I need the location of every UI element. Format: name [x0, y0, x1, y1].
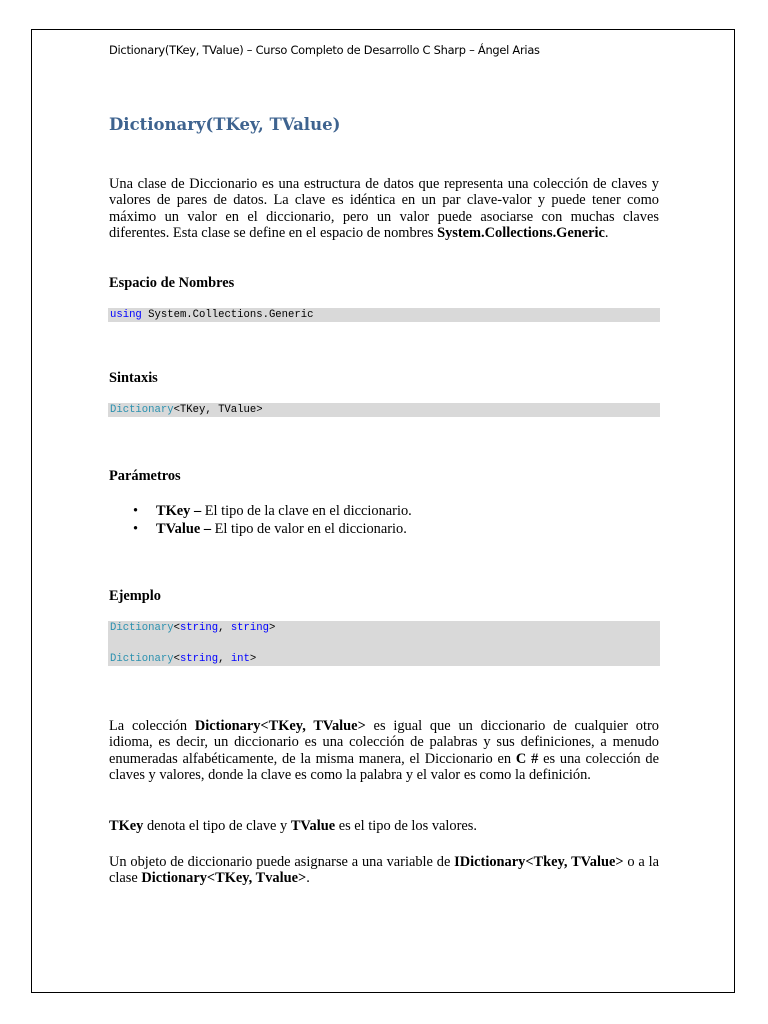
para-bold: TValue	[290, 818, 336, 834]
example-code-block	[108, 621, 660, 666]
namespace-code-block	[108, 308, 660, 322]
code-open-bracket: <	[173, 622, 180, 634]
code-namespace-text: System.Collections.Generic	[141, 309, 314, 321]
para-text: Un objeto de diccionario puede asignarse a una variable de	[109, 854, 455, 870]
para-text: denota el tipo de clave y	[143, 818, 291, 834]
code-type-dictionary: Dictionary	[110, 622, 174, 634]
namespace-code-line	[110, 308, 313, 322]
example-heading: Ejemplo	[109, 588, 161, 604]
intro-paragraph	[109, 176, 659, 241]
parameters-heading: Parámetros	[109, 468, 181, 484]
code-close-bracket: >	[268, 622, 276, 634]
document-title: Dictionary(TKey, TValue)	[109, 115, 341, 134]
syntax-code-block	[108, 403, 660, 417]
para-bold: C #	[515, 750, 539, 767]
para-bold: Dictionary<TKey, TValue>	[194, 718, 366, 734]
list-item	[109, 520, 412, 538]
code-separator: ,	[218, 622, 231, 634]
syntax-code-line	[110, 403, 263, 417]
para-text: La colección	[109, 718, 195, 734]
syntax-heading: Sintaxis	[109, 370, 158, 386]
code-keyword-string: string	[230, 622, 269, 634]
code-type-dictionary: Dictionary	[110, 653, 174, 665]
parameters-list	[109, 502, 412, 538]
para-bold: IDictionary<Tkey, TValue>	[454, 854, 624, 870]
para-text: es igual que un diccionario de cualquier otro idioma, es decir, un diccionario es una colección de palabras y sus definiciones, a menudo enumeradas alfabéticamente, de la misma manera, el Diccionario en	[109, 718, 659, 767]
code-keyword-int: int	[230, 653, 250, 665]
list-item	[109, 502, 412, 520]
intro-text: Una clase de Diccionario es una estructura de datos que representa una colección de claves y valores de pares de datos. La clave es idéntica en un par clave-valor y puede tener como máximo un valor en el diccionario, pero un valor puede asociarse con muchas claves diferentes. Esta clase se define en el espacio de nombres	[109, 176, 659, 241]
code-keyword-using: using	[110, 309, 142, 321]
para-text: o a la clase	[109, 854, 659, 887]
para-bold: TKey	[109, 818, 144, 834]
bullet-glyph: •	[133, 503, 139, 519]
param-term: TKey –	[156, 503, 202, 519]
para-text: .	[306, 870, 310, 887]
para-text: es el tipo de los valores.	[335, 818, 477, 834]
para-text: es una colección de claves y valores, donde la clave es como la palabra y el valor es como la definición.	[109, 750, 659, 783]
idictionary-paragraph	[109, 854, 659, 887]
dictionary-description-paragraph	[109, 718, 659, 783]
param-term: TValue –	[156, 521, 212, 537]
param-desc: El tipo de valor en el diccionario.	[211, 521, 407, 537]
code-type-dictionary: Dictionary	[110, 404, 174, 416]
code-keyword-string: string	[179, 653, 219, 665]
intro-namespace: System.Collections.Generic	[437, 224, 605, 241]
tkey-tvalue-paragraph	[109, 818, 659, 834]
intro-end: .	[604, 224, 609, 241]
param-desc: El tipo de la clave en el diccionario.	[201, 503, 412, 519]
code-keyword-string: string	[179, 622, 219, 634]
bullet-glyph: •	[133, 521, 139, 537]
example-code-line-2	[110, 652, 256, 666]
namespace-heading: Espacio de Nombres	[109, 275, 235, 291]
code-open-bracket: <	[173, 653, 180, 665]
code-close-bracket: >	[249, 653, 257, 665]
code-separator: ,	[218, 653, 231, 665]
para-bold: Dictionary<TKey, Tvalue>	[141, 870, 307, 887]
example-code-line-1	[110, 621, 275, 635]
code-type-params: <TKey, TValue>	[173, 404, 263, 416]
running-header: Dictionary(TKey, TValue) – Curso Completo de Desarrollo C Sharp – Ángel Arias	[109, 43, 540, 57]
